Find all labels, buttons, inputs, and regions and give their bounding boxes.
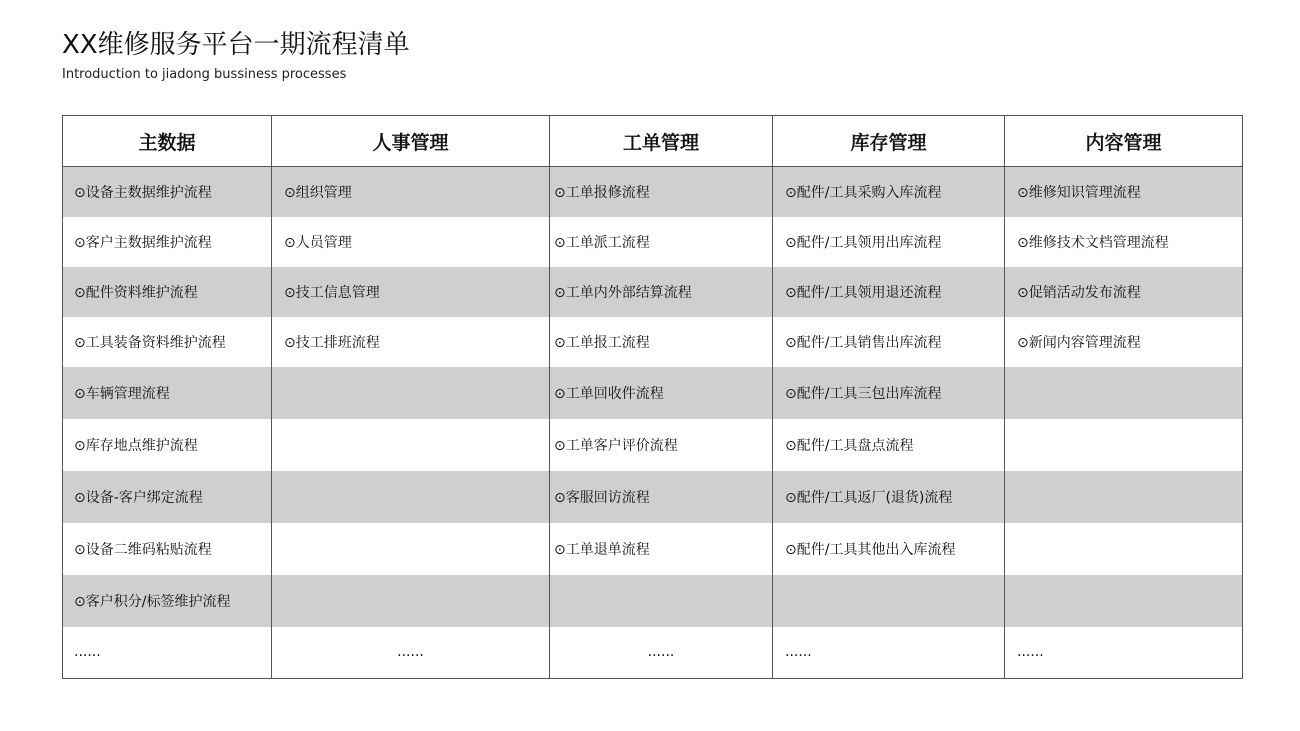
table-row <box>63 419 1243 471</box>
column-header-content-management: 内容管理 <box>1005 116 1243 167</box>
table-cell <box>272 523 550 575</box>
table-cell <box>1005 419 1243 471</box>
table-cell <box>1005 523 1243 575</box>
table-cell: ⊙人员管理 <box>272 217 550 267</box>
column-header-hr-management: 人事管理 <box>272 116 550 167</box>
table-cell: ⊙配件/工具三包出库流程 <box>773 367 1005 419</box>
table-cell: ⊙配件/工具其他出入库流程 <box>773 523 1005 575</box>
table-cell: ⊙配件/工具领用出库流程 <box>773 217 1005 267</box>
table-row <box>63 367 1243 419</box>
table-cell: ⊙车辆管理流程 <box>63 367 272 419</box>
table-cell <box>272 419 550 471</box>
table-cell: ⊙配件/工具采购入库流程 <box>773 167 1005 217</box>
table-cell: ⊙工具装备资料维护流程 <box>63 317 272 367</box>
table-cell: ⊙工单客户评价流程 <box>550 419 773 471</box>
table-cell: ⊙工单报修流程 <box>550 167 773 217</box>
process-table <box>62 115 1243 679</box>
ellipsis-cell: ...... <box>1005 627 1243 679</box>
table-cell: ⊙新闻内容管理流程 <box>1005 317 1243 367</box>
column-header-inventory-management: 库存管理 <box>773 116 1005 167</box>
table-cell: ⊙配件/工具销售出库流程 <box>773 317 1005 367</box>
table-cell: ⊙设备主数据维护流程 <box>63 167 272 217</box>
table-row <box>63 217 1243 267</box>
table-cell: ⊙设备二维码粘贴流程 <box>63 523 272 575</box>
table-cell: ⊙配件/工具领用退还流程 <box>773 267 1005 317</box>
table-cell: ⊙配件/工具盘点流程 <box>773 419 1005 471</box>
table-row <box>63 267 1243 317</box>
table-cell: ⊙技工信息管理 <box>272 267 550 317</box>
table-row <box>63 167 1243 217</box>
column-header-work-order-management: 工单管理 <box>550 116 773 167</box>
page-subtitle: Introduction to jiadong bussiness processes <box>62 67 347 82</box>
table-cell: ⊙工单报工流程 <box>550 317 773 367</box>
table-row <box>63 575 1243 627</box>
table-cell: ⊙组织管理 <box>272 167 550 217</box>
table-cell: ⊙设备-客户绑定流程 <box>63 471 272 523</box>
table-cell <box>272 575 550 627</box>
table-cell: ⊙客户积分/标签维护流程 <box>63 575 272 627</box>
table-cell: ⊙维修技术文档管理流程 <box>1005 217 1243 267</box>
table-cell <box>1005 471 1243 523</box>
table-row <box>63 523 1243 575</box>
table-cell: ⊙配件资料维护流程 <box>63 267 272 317</box>
table-cell <box>550 575 773 627</box>
table-row-ellipsis <box>63 627 1243 679</box>
table-cell: ⊙维修知识管理流程 <box>1005 167 1243 217</box>
table-cell: ⊙配件/工具返厂(退货)流程 <box>773 471 1005 523</box>
page-title: XX维修服务平台一期流程清单 <box>62 30 410 60</box>
ellipsis-cell: ...... <box>773 627 1005 679</box>
column-header-master-data: 主数据 <box>63 116 272 167</box>
table-cell: ⊙技工排班流程 <box>272 317 550 367</box>
table-cell: ⊙工单派工流程 <box>550 217 773 267</box>
table-cell: ⊙促销活动发布流程 <box>1005 267 1243 317</box>
table-cell: ⊙客户主数据维护流程 <box>63 217 272 267</box>
table-cell: ⊙客服回访流程 <box>550 471 773 523</box>
table-row <box>63 317 1243 367</box>
table-cell: ⊙库存地点维护流程 <box>63 419 272 471</box>
table-cell <box>272 471 550 523</box>
table-cell <box>1005 575 1243 627</box>
table-cell: ⊙工单回收件流程 <box>550 367 773 419</box>
ellipsis-cell: ...... <box>63 627 272 679</box>
table-cell <box>1005 367 1243 419</box>
ellipsis-cell: ...... <box>272 627 550 679</box>
table-row <box>63 471 1243 523</box>
table-cell <box>272 367 550 419</box>
table-cell: ⊙工单内外部结算流程 <box>550 267 773 317</box>
ellipsis-cell: ...... <box>550 627 773 679</box>
table-cell <box>773 575 1005 627</box>
table-cell: ⊙工单退单流程 <box>550 523 773 575</box>
table-header-row <box>63 116 1243 167</box>
